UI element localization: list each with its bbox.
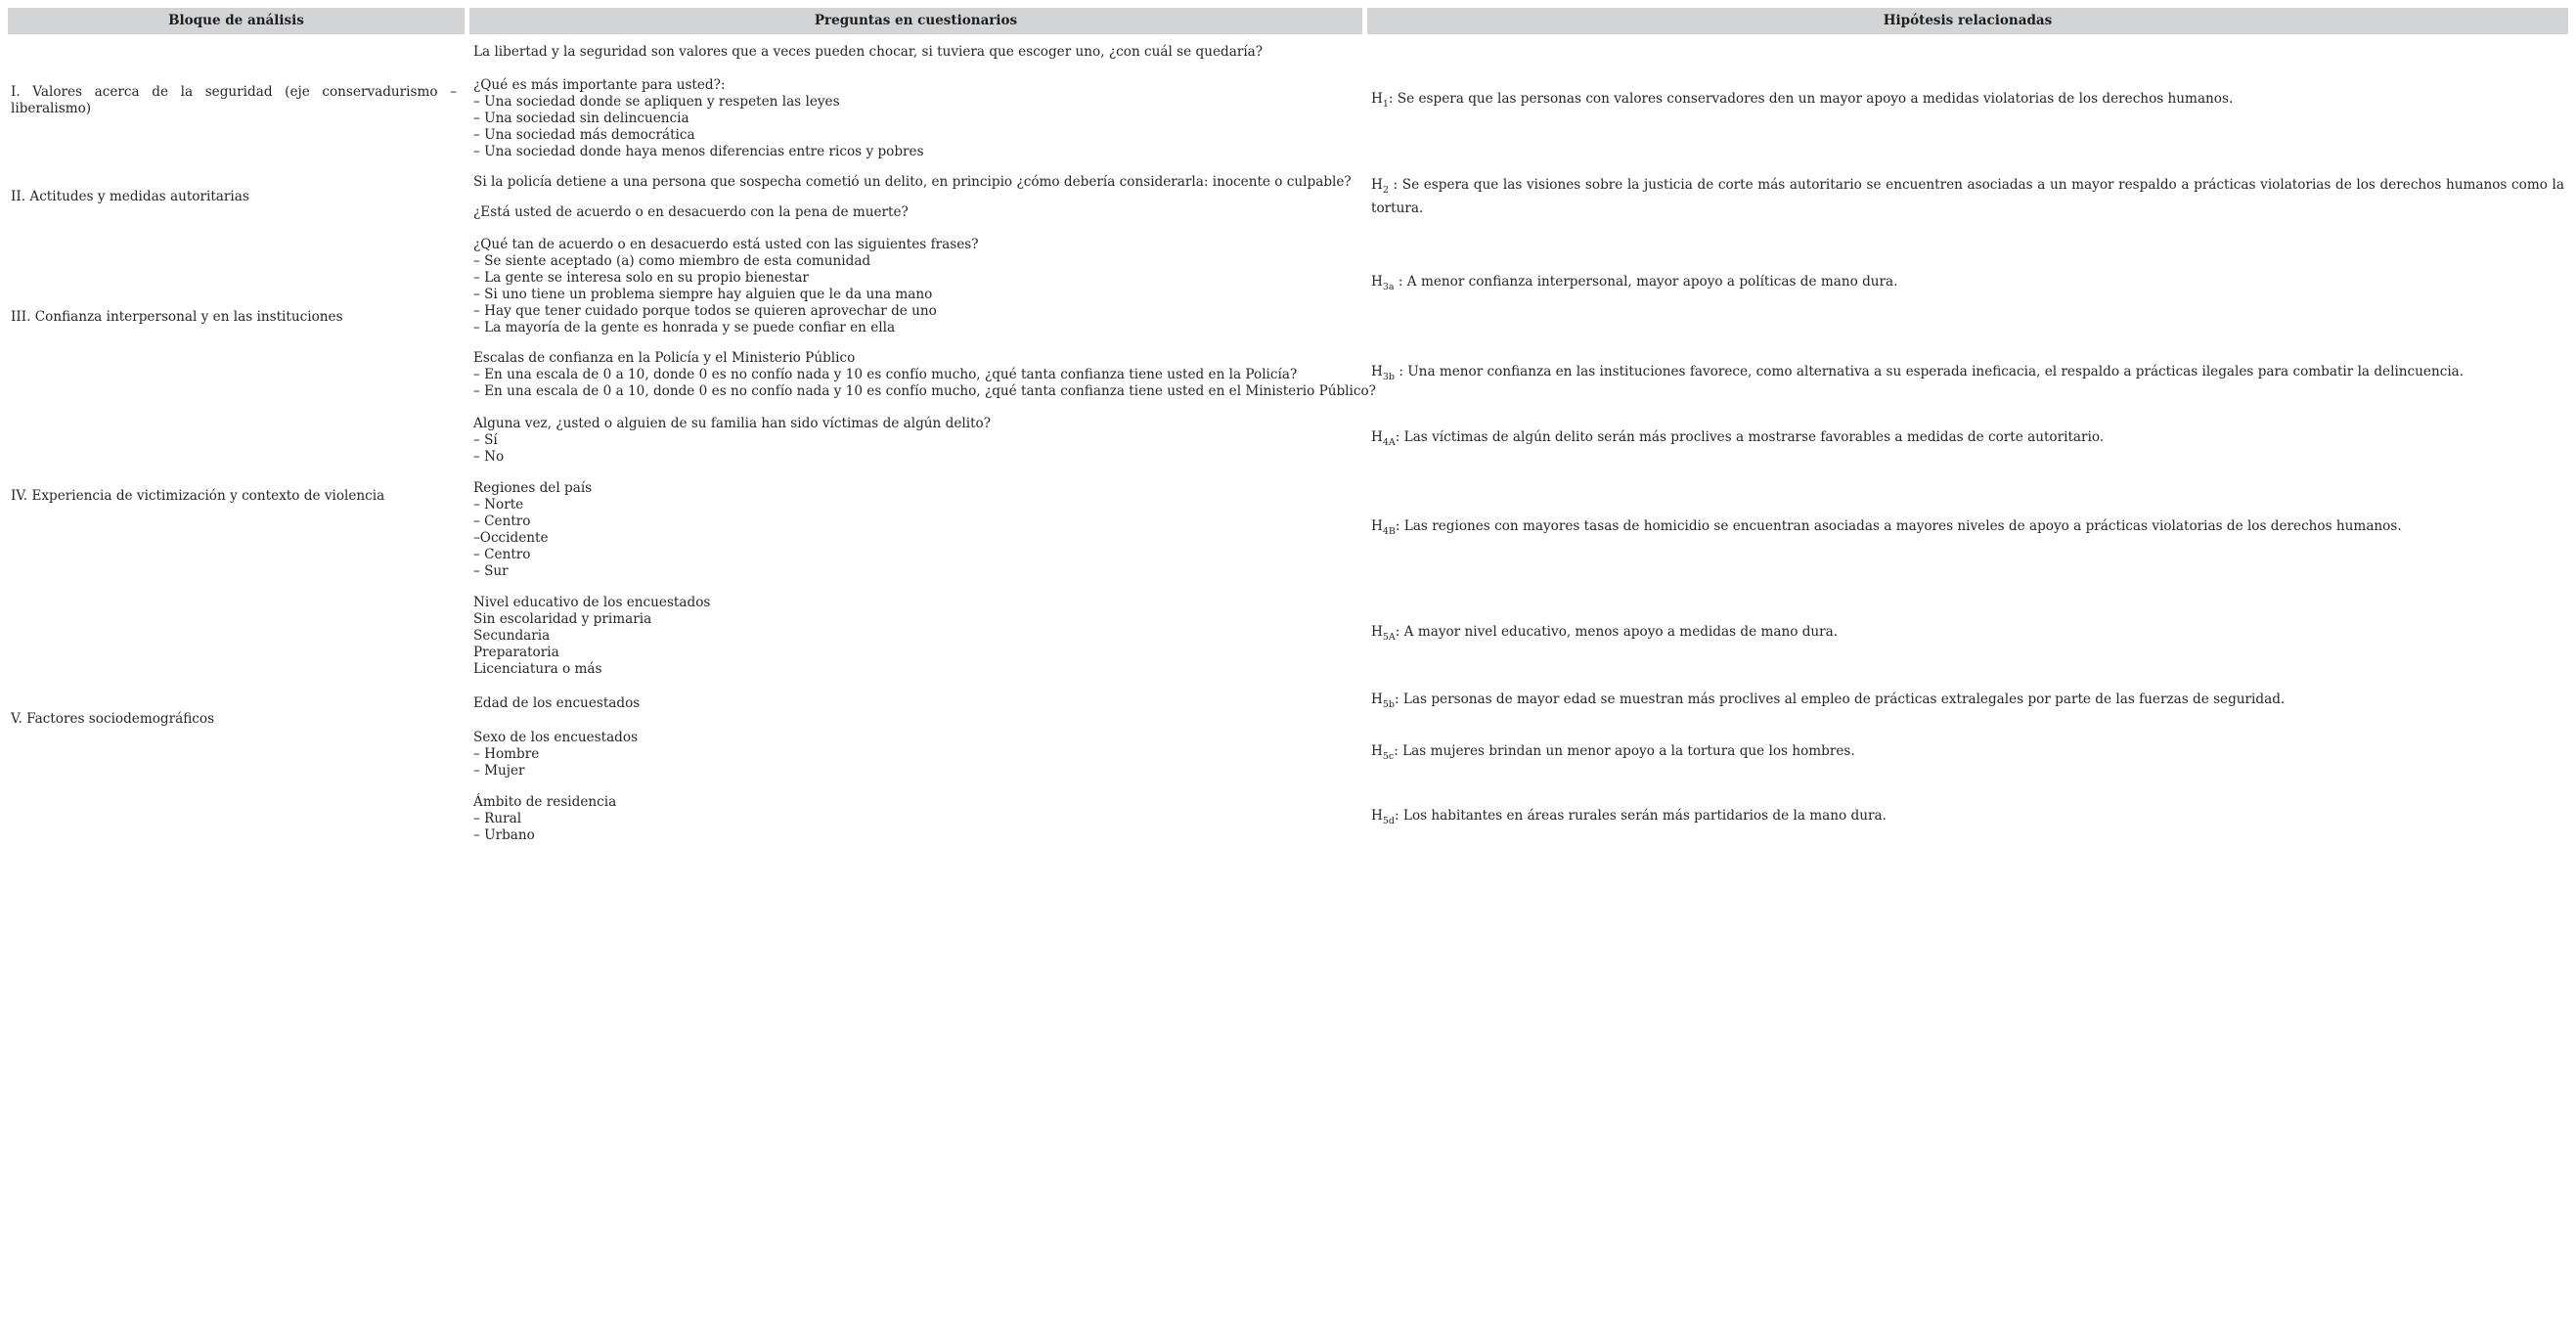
column-header-questions: Preguntas en cuestionarios — [469, 8, 1362, 34]
hypothesis-h3a — [1371, 270, 2564, 293]
hypothesis-symbol: $H_1$: — [1371, 91, 1394, 110]
question-text: ¿Está usted de acuerdo o en desacuerdo con la pena de muerte? — [473, 204, 909, 220]
question-option: – Urbano — [473, 827, 535, 843]
hypothesis-h4b — [1371, 514, 2564, 538]
hypothesis-text: Los habitantes en áreas rurales serán más partidarios de la mano dura. — [1399, 808, 1887, 824]
hypothesis-symbol: $H_{5d}$: — [1371, 808, 1399, 826]
question-text: Nivel educativo de los encuestados — [473, 595, 711, 610]
question-option: – Sur — [473, 563, 509, 579]
hypothesis-symbol: $H_{3b}$ : — [1371, 364, 1403, 382]
hypothesis-symbol: $H_{4A}$: — [1371, 429, 1400, 448]
question-group — [473, 44, 1358, 61]
question-option: – Hombre — [473, 746, 540, 762]
column-header-block: Bloque de análisis — [8, 8, 465, 34]
question-option: – Rural — [473, 811, 522, 826]
question-group — [473, 174, 1358, 191]
hypothesis-text: Se espera que las visiones sobre la justicia de corte más autoritario se encuentren asociadas a un mayor respaldo a prácticas violatorias de los derechos humanos como la tortura. — [1371, 177, 2564, 216]
block-label-authoritarian: II. Actitudes y medidas autoritarias — [11, 189, 249, 204]
hypothesis-symbol: $H_{4B}$: — [1371, 518, 1400, 537]
question-option: – Una sociedad sin delincuencia — [473, 111, 689, 126]
hypothesis-text: Las víctimas de algún delito serán más proclives a mostrarse favorables a medidas de corte autoritario. — [1399, 429, 2105, 445]
question-option: – Una sociedad más democrática — [473, 127, 695, 143]
hypothesis-symbol: $H_{3a}$ : — [1371, 274, 1403, 292]
question-text: La libertad y la seguridad son valores que a veces pueden chocar, si tuviera que escoger uno, ¿con cuál se quedaría? — [473, 44, 1264, 60]
question-group — [473, 350, 1376, 400]
question-text: Escalas de confianza en la Policía y el Ministerio Público — [473, 350, 856, 366]
question-option: – En una escala de 0 a 10, donde 0 es no confío nada y 10 es confío mucho, ¿qué tanta confianza tiene usted en el Ministerio Público? — [473, 383, 1376, 399]
question-option: Licenciatura o más — [473, 661, 602, 677]
question-option: – Sí — [473, 432, 498, 448]
hypothesis-h3b — [1371, 360, 2564, 383]
hypothesis-text: A menor confianza interpersonal, mayor apoyo a políticas de mano dura. — [1402, 274, 1898, 290]
question-text: Edad de los encuestados — [473, 695, 641, 711]
question-group — [473, 595, 1358, 678]
hypothesis-symbol: $H_2$ : — [1371, 177, 1399, 196]
question-option: –Occidente — [473, 530, 549, 546]
hypothesis-symbol: $H_{5b}$: — [1371, 691, 1399, 710]
question-option: – Hay que tener cuidado porque todos se quieren aprovechar de uno — [473, 303, 937, 319]
hypothesis-text: Las personas de mayor edad se muestran más proclives al empleo de prácticas extralegales por parte de las fuerzas de seguridad. — [1399, 691, 2286, 707]
question-group — [473, 794, 1358, 844]
question-option: – Una sociedad donde haya menos diferencias entre ricos y pobres — [473, 144, 924, 159]
hypothesis-symbol: $H_{5A}$: — [1371, 624, 1400, 643]
hypothesis-text: Una menor confianza en las instituciones favorece, como alternativa a su esperada ineficacia, el respaldo a prácticas ilegales para combatir la delincuencia. — [1402, 364, 2465, 379]
hypothesis-text: Las regiones con mayores tasas de homicidio se encuentran asociadas a mayores niveles de apoyo a prácticas violatorias de los derechos humanos. — [1399, 518, 2402, 534]
question-text: Regiones del país — [473, 480, 593, 496]
block-label-trust: III. Confianza interpersonal y en las instituciones — [11, 309, 343, 325]
question-option: – Mujer — [473, 763, 525, 779]
hypothesis-h5b — [1371, 688, 2564, 711]
hypothesis-text: A mayor nivel educativo, menos apoyo a medidas de mano dura. — [1399, 624, 1839, 640]
question-text: Ámbito de residencia — [473, 794, 617, 810]
question-option: – En una escala de 0 a 10, donde 0 es no confío nada y 10 es confío mucho, ¿qué tanta confianza tiene usted en la Policía? — [473, 367, 1298, 382]
question-option: – Centro — [473, 547, 531, 562]
question-option: – Si uno tiene un problema siempre hay alguien que le da una mano — [473, 287, 933, 302]
question-text: Si la policía detiene a una persona que sospecha cometió un delito, en principio ¿cómo debería considerarla: inocente o culpable? — [473, 174, 1352, 190]
hypothesis-h2 — [1371, 173, 2564, 220]
question-group — [473, 695, 1358, 712]
column-header-hypotheses: Hipótesis relacionadas — [1367, 8, 2568, 34]
question-text: ¿Qué tan de acuerdo o en desacuerdo está usted con las siguientes frases? — [473, 237, 979, 252]
question-option: – Norte — [473, 497, 524, 513]
hypothesis-text: Las mujeres brindan un menor apoyo a la tortura que los hombres. — [1398, 743, 1855, 759]
question-group — [473, 730, 1358, 780]
question-option: – Centro — [473, 513, 531, 529]
question-option: – La mayoría de la gente es honrada y se puede confiar en ella — [473, 320, 896, 335]
question-group — [473, 204, 1358, 221]
hypothesis-h5c — [1371, 739, 2564, 763]
hypothesis-h4a — [1371, 425, 2564, 449]
question-option: – No — [473, 449, 505, 465]
question-text: Alguna vez, ¿usted o alguien de su familia han sido víctimas de algún delito? — [473, 416, 992, 431]
question-option: Preparatoria — [473, 645, 559, 660]
block-label-victimization: IV. Experiencia de victimización y contexto de violencia — [11, 488, 385, 504]
question-option: – Se siente aceptado (a) como miembro de esta comunidad — [473, 253, 871, 269]
question-option: – Una sociedad donde se apliquen y respeten las leyes — [473, 94, 840, 110]
question-group — [473, 77, 1358, 160]
question-group — [473, 237, 1358, 336]
hypothesis-h5d — [1371, 804, 2564, 827]
question-group — [473, 480, 1358, 580]
hypothesis-h1 — [1371, 87, 2564, 111]
question-option: Secundaria — [473, 628, 551, 644]
question-option: – La gente se interesa solo en su propio bienestar — [473, 270, 809, 286]
block-label-sociodemographic: V. Factores sociodemográficos — [11, 711, 215, 727]
question-group — [473, 416, 1358, 466]
hypothesis-h5a — [1371, 620, 2564, 644]
hypothesis-symbol: $H_{5c}$: — [1371, 743, 1399, 762]
hypothesis-text: Se espera que las personas con valores conservadores den un mayor apoyo a medidas violatorias de los derechos humanos. — [1393, 91, 2234, 107]
block-label-values: I. Valores acerca de la seguridad (eje conservadurismo – liberalismo) — [11, 84, 457, 116]
question-option: Sin escolaridad y primaria — [473, 611, 652, 627]
question-text: Sexo de los encuestados — [473, 730, 639, 745]
question-text: ¿Qué es más importante para usted?: — [473, 77, 726, 93]
